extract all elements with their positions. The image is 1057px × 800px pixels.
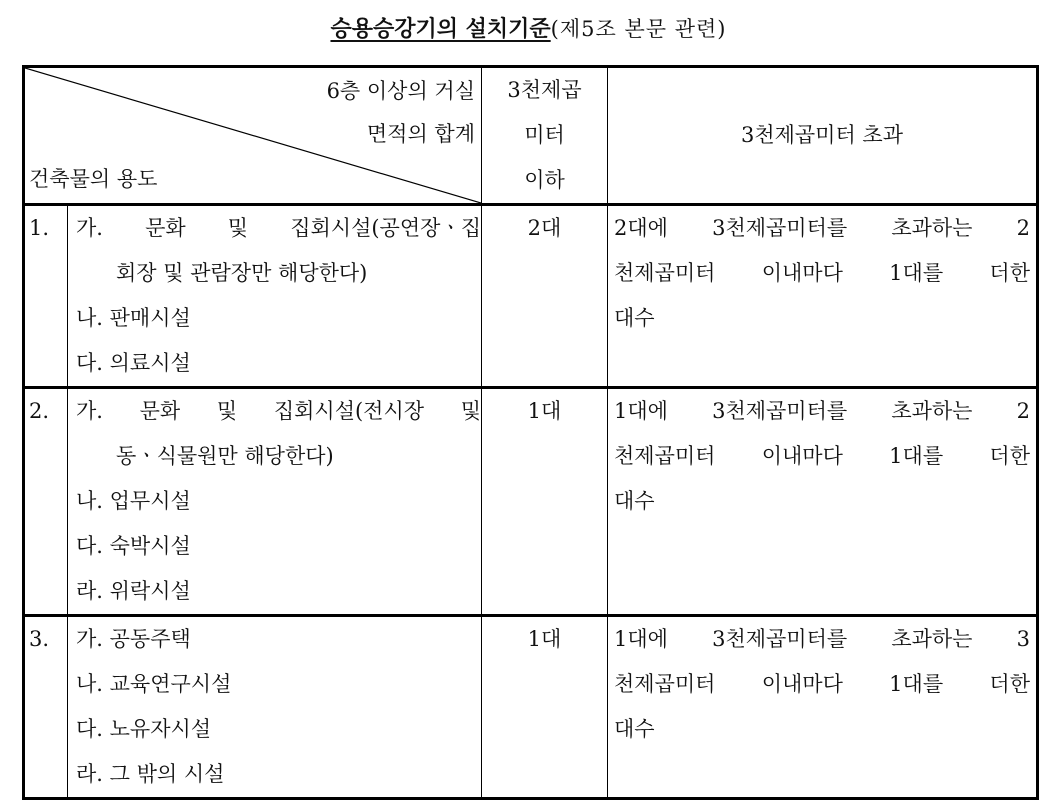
rule-line: 대수: [614, 489, 655, 513]
rule-line: 대수: [614, 306, 655, 330]
use-item: 나. 업무시설: [76, 489, 191, 513]
diagonal-header-cell: [24, 67, 482, 205]
row-number: 2.: [24, 388, 68, 616]
row-elevator-count: [482, 616, 608, 799]
row-elevator-count: [482, 388, 608, 616]
use-item: 회장 및 관람장만 해당한다): [116, 261, 368, 285]
row-uses: [68, 388, 482, 616]
row-rule: [608, 388, 1038, 616]
table-row: [24, 205, 1038, 388]
elevator-count: 1대: [527, 399, 562, 423]
header-building-use-label: 건축물의 용도: [29, 167, 158, 191]
row-uses: [68, 205, 482, 388]
row-rule: [608, 205, 1038, 388]
row-number: 3.: [24, 616, 68, 799]
table-row: [24, 616, 1038, 799]
header-floor-area-label-line1: 6층 이상의 거실: [326, 79, 475, 103]
title-subtitle: (제5조 본문 관련): [550, 17, 727, 41]
header-under-3000-line2: 미터: [524, 123, 565, 147]
use-item: 가. 문화 및 집회시설(공연장ㆍ집: [76, 216, 481, 240]
table-header-row: [24, 67, 1038, 205]
use-item: 다. 노유자시설: [76, 717, 212, 741]
use-item: 나. 교육연구시설: [76, 672, 232, 696]
use-item: 다. 의료시설: [76, 351, 191, 375]
elevator-count: 1대: [527, 627, 562, 651]
document-title: [0, 12, 1057, 43]
header-under-3000-line3: 이하: [524, 168, 565, 192]
use-item: 가. 공동주택: [76, 627, 191, 651]
table-row: [24, 388, 1038, 616]
use-item: 다. 숙박시설: [76, 534, 191, 558]
row-rule: [608, 616, 1038, 799]
rule-line: 1대에 3천제곱미터를 초과하는 2: [614, 399, 1030, 423]
rule-line: 천제곱미터 이내마다 1대를 더한: [614, 672, 1030, 696]
elevator-standards-table: [22, 65, 1039, 800]
rule-line: 1대에 3천제곱미터를 초과하는 3: [614, 627, 1030, 651]
rule-line: 2대에 3천제곱미터를 초과하는 2: [614, 216, 1030, 240]
header-under-3000: [482, 67, 608, 205]
header-over-3000: [608, 67, 1038, 205]
row-uses: [68, 616, 482, 799]
rule-line: 천제곱미터 이내마다 1대를 더한: [614, 261, 1030, 285]
elevator-count: 2대: [527, 216, 562, 240]
use-item: 동ㆍ식물원만 해당한다): [116, 444, 334, 468]
use-item: 라. 그 밖의 시설: [76, 762, 225, 786]
row-number: 1.: [24, 205, 68, 388]
use-item: 가. 문화 및 집회시설(전시장 및: [76, 399, 481, 423]
header-over-3000-label: 3천제곱미터 초과: [740, 123, 904, 147]
header-under-3000-line1: 3천제곱: [507, 78, 582, 102]
header-floor-area-label-line2: 면적의 합계: [366, 122, 475, 146]
use-item: 나. 판매시설: [76, 306, 191, 330]
rule-line: 천제곱미터 이내마다 1대를 더한: [614, 444, 1030, 468]
title-main: 승용승강기의 설치기준: [330, 17, 551, 42]
use-item: 라. 위락시설: [76, 579, 191, 603]
rule-line: 대수: [614, 717, 655, 741]
row-elevator-count: [482, 205, 608, 388]
